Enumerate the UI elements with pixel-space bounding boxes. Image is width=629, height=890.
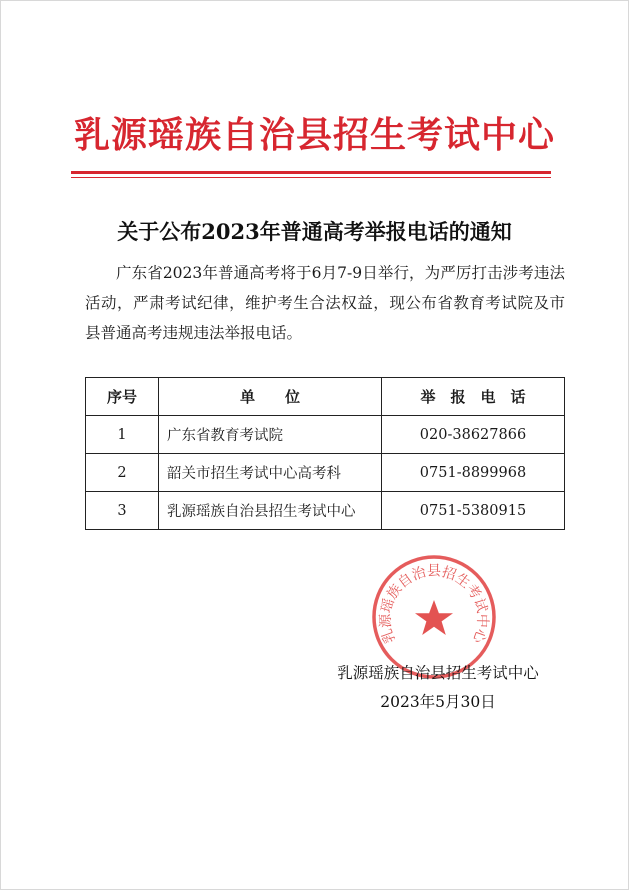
row-seq: 2 [86, 454, 159, 492]
letterhead-rule-thick [71, 171, 551, 174]
table-header-row [86, 378, 565, 416]
seal-text: 乳源瑶族自治县招生考试中心 [377, 563, 491, 646]
letterhead-rule-thin [71, 177, 551, 178]
row-unit: 乳源瑶族自治县招生考试中心 [159, 492, 382, 530]
letterhead-org-name: 乳源瑶族自治县招生考试中心 [73, 114, 555, 156]
table-row [86, 416, 565, 454]
row-seq: 3 [86, 492, 159, 530]
seal-star-icon [415, 600, 453, 635]
table-row [86, 454, 565, 492]
row-phone: 0751-8899968 [382, 454, 565, 492]
row-unit: 广东省教育考试院 [159, 416, 382, 454]
row-seq: 1 [86, 416, 159, 454]
hotline-table [85, 377, 565, 530]
notice-body: 广东省2023年普通高考将于6月7-9日举行，为严厉打击涉考违法活动，严肃考试纪律，维护考生合法权益，现公布省教育考试院及市县普通高考违规违法举报电话。 [85, 264, 565, 342]
header-unit: 单 位 [159, 378, 382, 416]
header-seq: 序号 [86, 378, 159, 416]
table-row [86, 492, 565, 530]
row-phone: 020-38627866 [382, 416, 565, 454]
notice-title: 关于公布2023年普通高考举报电话的通知 [117, 219, 512, 244]
signature-org: 乳源瑶族自治县招生考试中心 [337, 664, 539, 682]
header-phone: 举 报 电 话 [382, 378, 565, 416]
signature-date: 2023年5月30日 [380, 693, 496, 711]
row-unit: 韶关市招生考试中心高考科 [159, 454, 382, 492]
row-phone: 0751-5380915 [382, 492, 565, 530]
